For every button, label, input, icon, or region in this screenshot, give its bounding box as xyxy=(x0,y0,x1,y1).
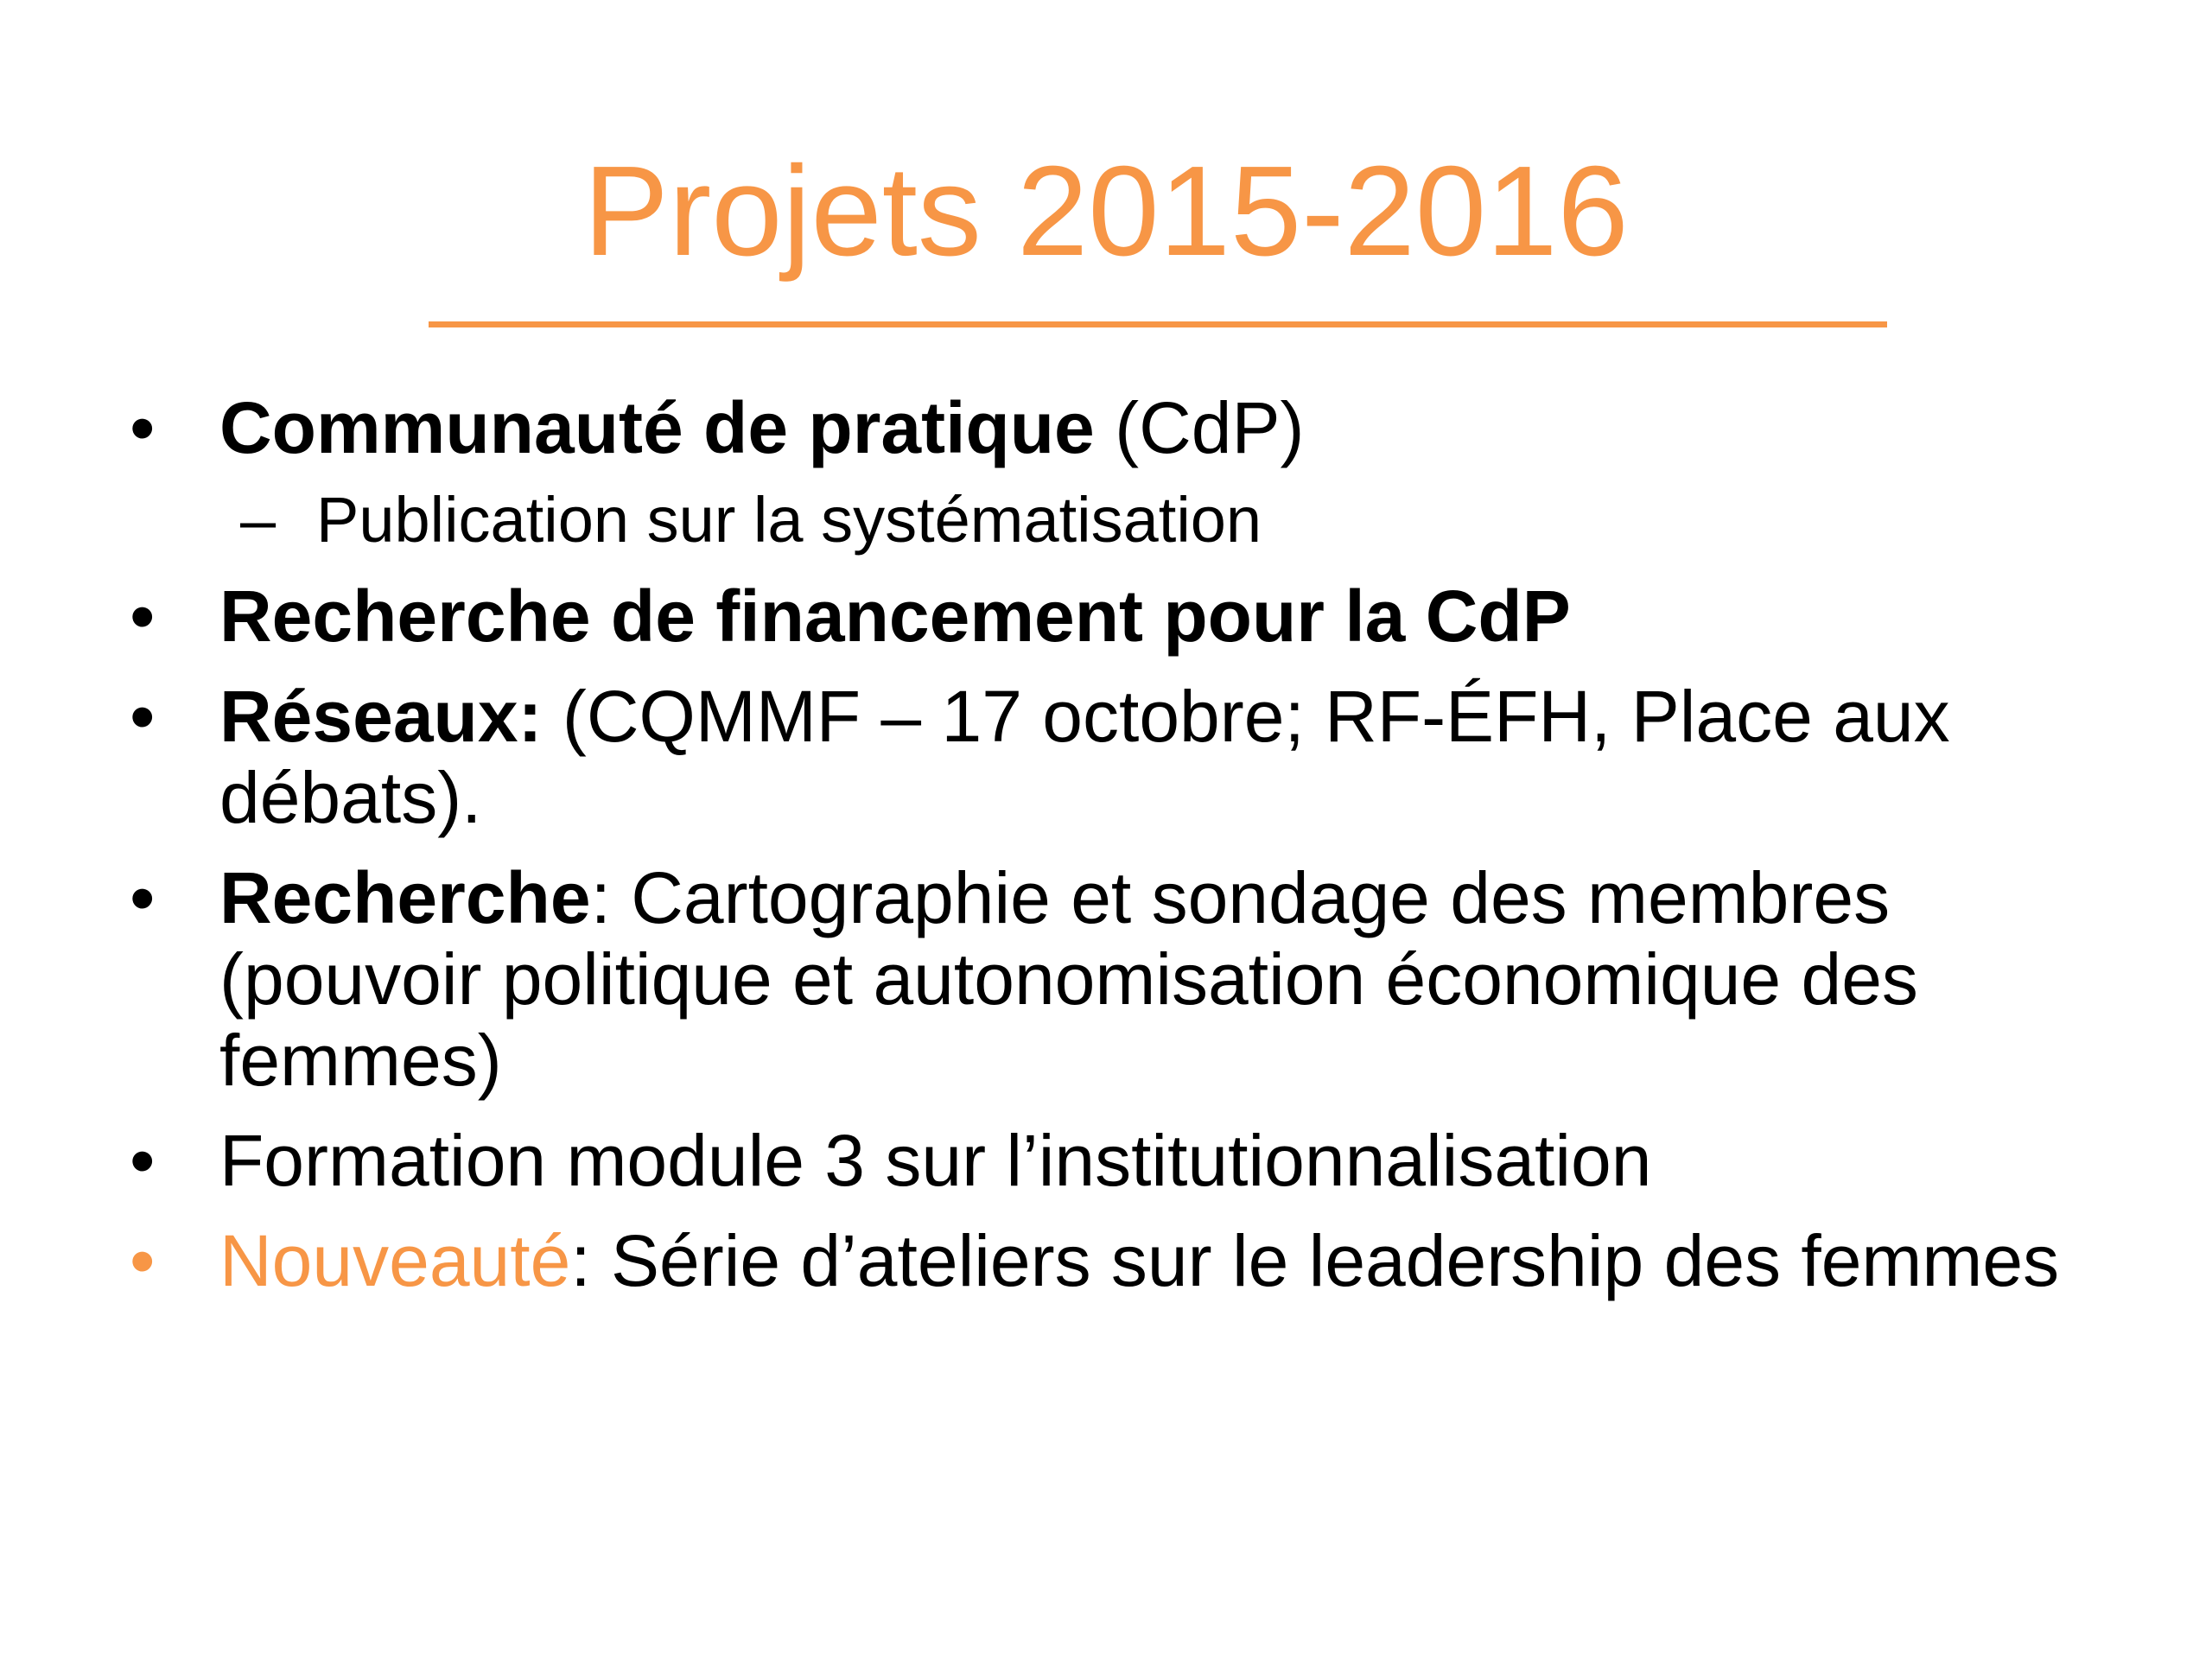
bullet-item-recherche xyxy=(130,857,2117,1101)
bullet-item-reseaux xyxy=(130,676,2117,838)
bullet-text: : Cartographie et sondage des membres (pouvoir politique et autonomisation économique des femmes) xyxy=(219,857,1918,1101)
bullet-text: (CdP) xyxy=(1094,387,1305,468)
bullet-bold-text: Recherche de financement pour la CdP xyxy=(219,575,1571,657)
bullet-accent-text: Nouveauté xyxy=(219,1220,571,1301)
bullet-icon: • xyxy=(130,676,156,757)
bullet-icon: • xyxy=(130,575,156,657)
bullet-list xyxy=(130,387,2117,1320)
bullet-bold-text: Communauté de pratique xyxy=(219,387,1095,468)
bullet-text: : Série d’ateliers sur le leadership des femmes xyxy=(570,1220,2060,1301)
bullet-item-financement xyxy=(130,575,2117,657)
sub-item-publication xyxy=(130,484,2117,556)
bullet-bold-text: Réseaux: xyxy=(219,676,543,757)
bullet-item-nouveaute xyxy=(130,1220,2117,1301)
sub-item-text: Publication sur la systématisation xyxy=(316,484,1262,556)
bullet-icon: • xyxy=(130,1220,156,1301)
title-underline xyxy=(429,321,1887,327)
slide-title: Projets 2015-2016 xyxy=(583,140,1629,283)
bullet-icon: • xyxy=(130,1120,156,1201)
bullet-icon: • xyxy=(130,387,156,468)
bullet-item-communaute xyxy=(130,387,2117,468)
bullet-text: (CQMMF – 17 octobre; RF-ÉFH, Place aux débats). xyxy=(219,676,1950,838)
bullet-icon: • xyxy=(130,857,156,938)
bullet-bold-text: Recherche xyxy=(219,857,591,938)
bullet-text: Formation module 3 sur l’institutionnalisation xyxy=(219,1120,1652,1201)
bullet-item-formation xyxy=(130,1120,2117,1201)
dash-icon: – xyxy=(240,484,276,556)
